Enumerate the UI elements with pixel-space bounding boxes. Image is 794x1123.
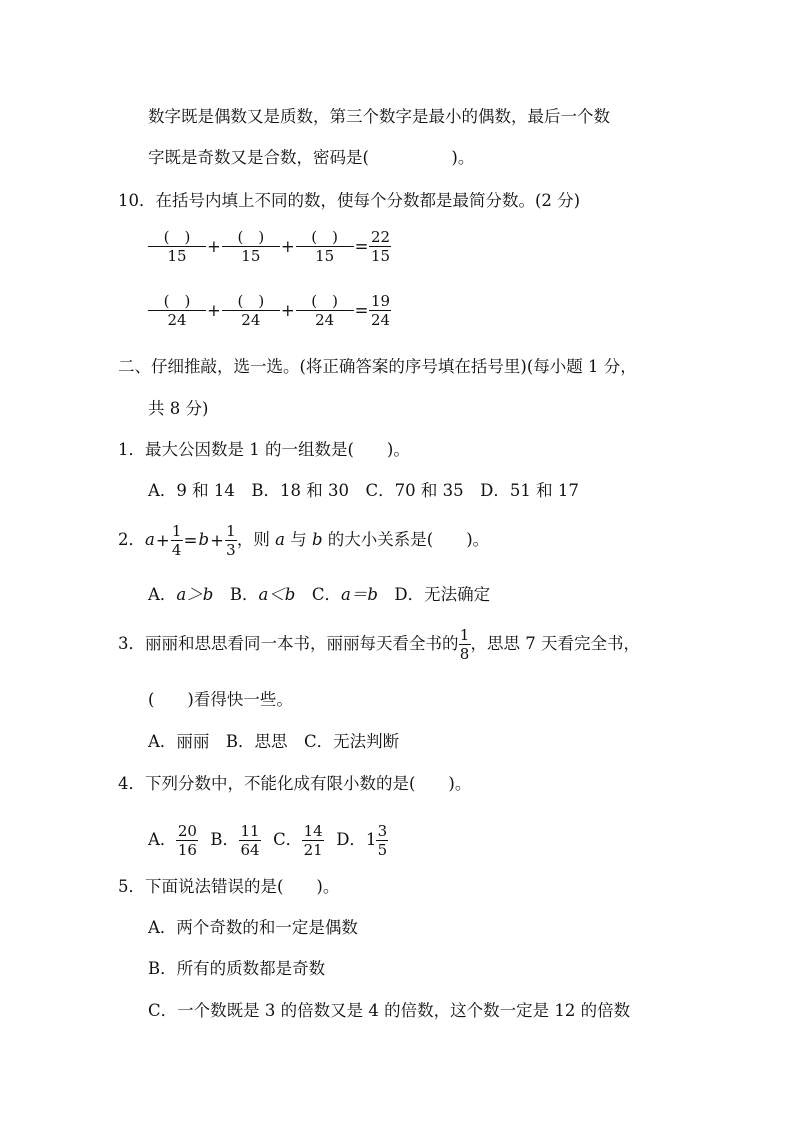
q10-fraction: $\frac{( )}{24}$ xyxy=(148,292,206,329)
q1-stem: 1．最大公因数是 1 的一组数是( )。 xyxy=(118,440,410,459)
q9-line-2: 字既是奇数又是合数，密码是( )。 xyxy=(148,148,475,167)
q5-stem: 5．下面说法错误的是( )。 xyxy=(118,877,340,896)
section-2-heading-cont: 共 8 分) xyxy=(148,399,209,418)
q9-line-1: 数字既是偶数又是质数，第三个数字是最小的偶数，最后一个数 xyxy=(148,107,610,126)
answer-blank[interactable]: ( ) xyxy=(311,292,339,310)
q4-option-a-fraction: $\frac{20}{16}$ xyxy=(177,822,197,859)
q1-options[interactable]: A．9 和 14 B．18 和 30 C．70 和 35 D．51 和 17 xyxy=(148,481,579,500)
q5-option-c[interactable]: C．一个数既是 3 的倍数又是 4 的倍数，这个数一定是 12 的倍数 xyxy=(148,1001,631,1020)
equals-sign: = xyxy=(354,236,369,256)
q10-fraction: $\frac{( )}{15}$ xyxy=(296,228,354,265)
q3-fraction: $\frac{1}{8}$ xyxy=(459,626,470,663)
q4-option-b-fraction: $\frac{11}{64}$ xyxy=(240,822,260,859)
answer-blank[interactable]: ( ) xyxy=(311,228,339,246)
q10-stem: 10．在括号内填上不同的数，使每个分数都是最简分数。(2 分) xyxy=(118,191,581,210)
plus-sign: + xyxy=(280,300,295,320)
answer-blank[interactable]: ( ) xyxy=(237,228,265,246)
section-2-heading: 二、仔细推敲，选一选。(将正确答案的序号填在括号里)(每小题 1 分， xyxy=(118,357,637,376)
q10-fraction: $\frac{( )}{24}$ xyxy=(296,292,354,329)
q10-fraction: $\frac{( )}{24}$ xyxy=(222,292,280,329)
q2-options[interactable]: A．a＞b B．a＜b C．a＝b D．无法确定 xyxy=(148,585,491,604)
q5-option-b[interactable]: B．所有的质数都是奇数 xyxy=(148,959,326,978)
q4-options[interactable]: A． $\frac{20}{16}$ B． $\frac{11}{64}$ C． $\frac{14}{21}$ D．1 $\frac{3}{5}$ xyxy=(148,822,388,859)
plus-sign: + xyxy=(280,236,295,256)
answer-blank[interactable]: ( ) xyxy=(163,228,191,246)
answer-blank[interactable]: ( ) xyxy=(237,292,265,310)
q10-equation-row-2 xyxy=(148,292,391,329)
q10-fraction: $\frac{( )}{15}$ xyxy=(148,228,206,265)
q3-stem: 3．丽丽和思思看同一本书，丽丽每天看全书的 $\frac{1}{8}$ ，思思 7 天看完全书， xyxy=(118,626,640,663)
q10-equation-row-1 xyxy=(148,228,391,265)
q4-option-c-fraction: $\frac{14}{21}$ xyxy=(303,822,323,859)
q10-result-fraction: $\frac{19}{24}$ xyxy=(370,292,391,329)
q10-fraction: $\frac{( )}{15}$ xyxy=(222,228,280,265)
equals-sign: = xyxy=(354,300,369,320)
q4-option-d-fraction: $\frac{3}{5}$ xyxy=(377,822,388,859)
plus-sign: + xyxy=(207,300,221,320)
q5-option-a[interactable]: A．两个奇数的和一定是偶数 xyxy=(148,918,358,937)
q2-stem: 2．a+ $\frac{1}{4}$ =b+ $\frac{1}{3}$ ，则 a 与 b 的大小关系是( )。 xyxy=(118,522,490,559)
q2-fraction-1: $\frac{1}{4}$ xyxy=(171,522,182,559)
plus-sign: + xyxy=(207,236,221,256)
answer-blank[interactable]: ( ) xyxy=(163,292,191,310)
q3-line-2: ( )看得快一些。 xyxy=(148,690,293,709)
q4-stem: 4．下列分数中，不能化成有限小数的是( )。 xyxy=(118,774,472,793)
q10-result-fraction: $\frac{22}{15}$ xyxy=(370,228,391,265)
q2-fraction-2: $\frac{1}{3}$ xyxy=(226,522,236,559)
q3-options[interactable]: A．丽丽 B．思思 C．无法判断 xyxy=(148,732,400,751)
